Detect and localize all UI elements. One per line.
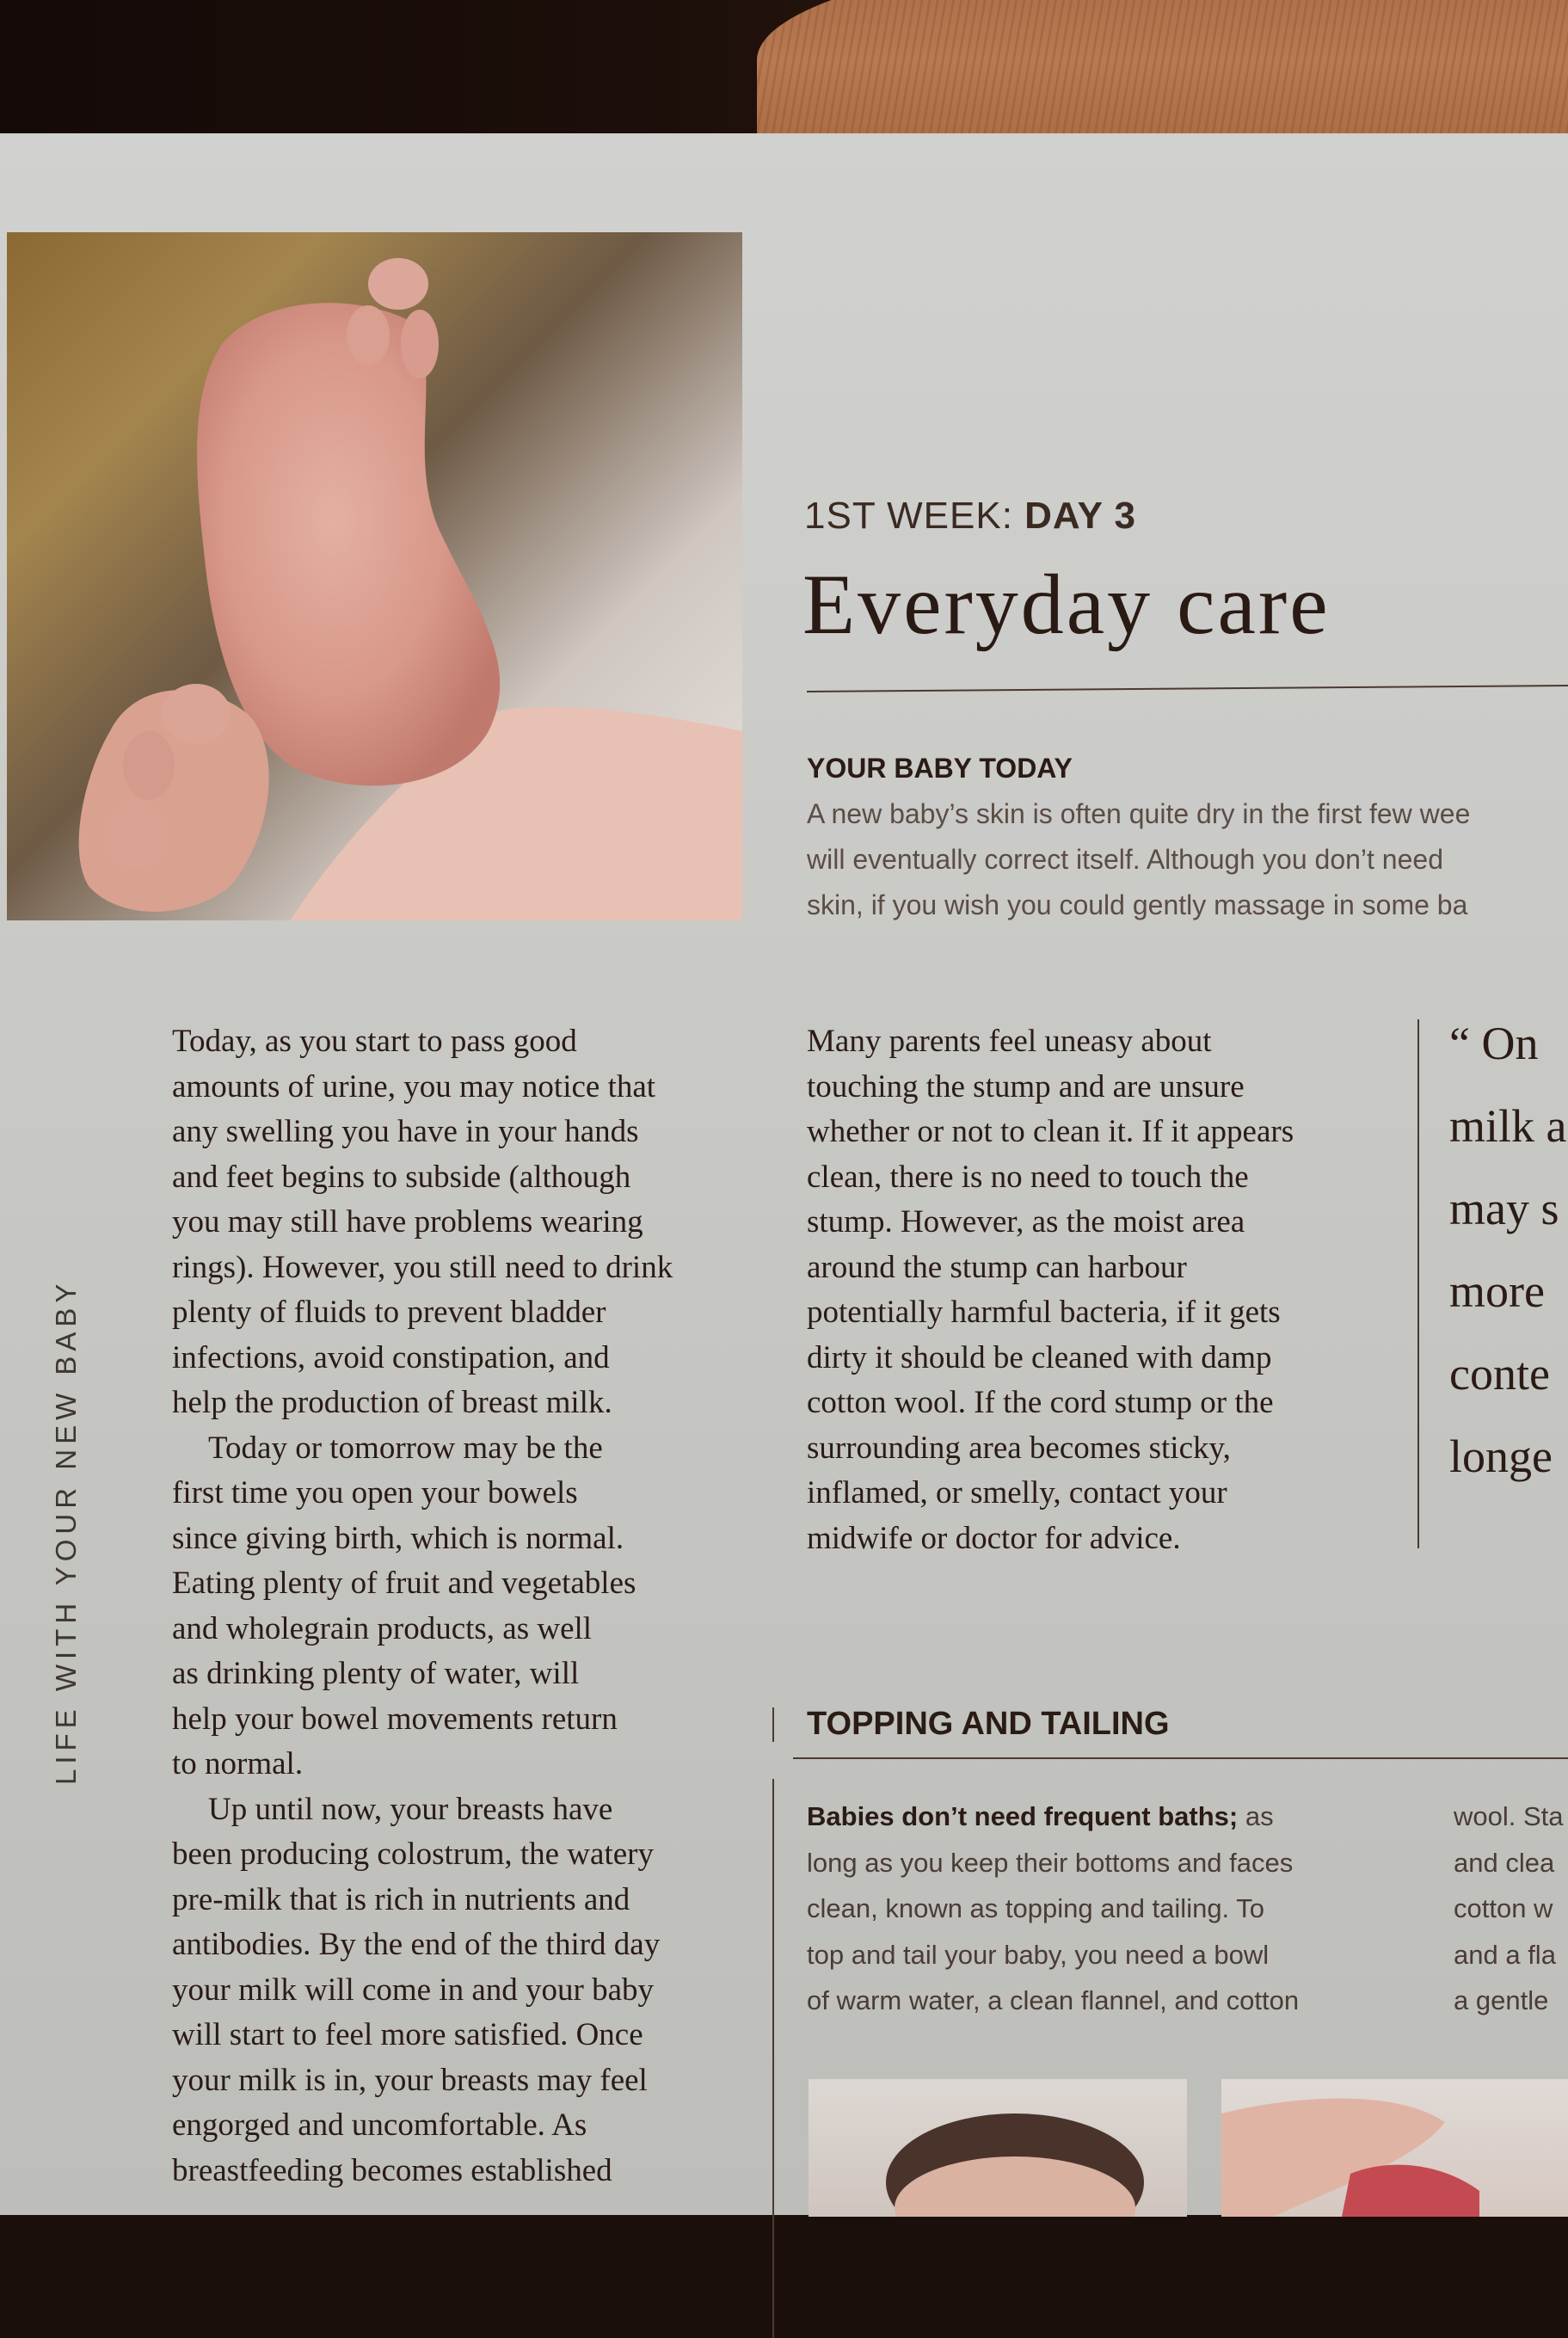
text-line: Today or tomorrow may be the (208, 1430, 603, 1466)
text-line: and a fla (1454, 1939, 1556, 1970)
text-line: and wholegrain products, as well (172, 1610, 593, 1646)
quote-line: conte (1449, 1348, 1550, 1400)
text-line: your milk will come in and your baby (172, 1972, 655, 2008)
text-line: since giving birth, which is normal. (172, 1520, 624, 1556)
baby-head-photo (809, 2079, 1187, 2217)
column-divider (772, 1779, 774, 2338)
text-line: pre-milk that is rich in nutrients and (172, 1881, 630, 1917)
pull-quote-rule (1417, 1019, 1419, 1548)
kicker-week: 1ST WEEK: (804, 495, 1013, 537)
text-line: your milk is in, your breasts may feel (172, 2062, 648, 2098)
text-line (807, 1793, 1299, 1840)
text-line: been producing colostrum, the watery (172, 1837, 654, 1872)
text-line: antibodies. By the end of the third day (172, 1927, 661, 1962)
topping-tailing-column-1 (807, 1793, 1299, 2024)
text-line: you may still have problems wearing (172, 1204, 643, 1240)
text-line: help your bowel movements return (172, 1701, 618, 1737)
text-line: surrounding area becomes sticky, (807, 1430, 1231, 1466)
text-line: breastfeeding becomes established (172, 2152, 612, 2188)
text-line: as drinking plenty of water, will (172, 1656, 580, 1691)
kicker-day: DAY 3 (1024, 495, 1136, 537)
topping-tailing-column-2 (1454, 1793, 1568, 2024)
text-line: of warm water, a clean flannel, and cotton (807, 1985, 1300, 2015)
text-line: A new baby’s skin is often quite dry in the first few wee (807, 798, 1471, 829)
article-title: Everyday care (802, 557, 1331, 652)
text-line: cotton w (1454, 1893, 1553, 1923)
text-line: potentially harmful bacteria, if it gets (807, 1295, 1281, 1330)
quote-line: may s (1449, 1183, 1559, 1234)
text-line: Up until now, your breasts have (208, 1791, 613, 1827)
your-baby-today-heading: YOUR BABY TODAY (807, 753, 1073, 784)
section-rule (793, 1757, 1568, 1759)
text-line: midwife or doctor for advice. (807, 1520, 1181, 1556)
section-marker (772, 1707, 774, 1742)
body-column-1 (172, 1019, 673, 2193)
hand-photo (1221, 2079, 1568, 2217)
text-line: dirty it should be cleaned with damp (807, 1339, 1272, 1375)
text-line: top and tail your baby, you need a bowl (807, 1939, 1270, 1970)
magazine-page (0, 133, 1568, 2215)
text-line: Today, as you start to pass good (172, 1024, 577, 1059)
quote-line: “ On (1449, 1018, 1539, 1069)
text-line: Eating plenty of fruit and vegetables (172, 1566, 636, 1601)
text-line: whether or not to clean it. If it appears (807, 1114, 1294, 1149)
text-line: to normal. (172, 1746, 304, 1781)
text-line: clean, there is no need to touch the (807, 1159, 1249, 1195)
quote-line: more (1449, 1265, 1545, 1317)
text-line: inflamed, or smelly, contact your (807, 1475, 1227, 1510)
text-line: any swelling you have in your hands (172, 1114, 639, 1149)
text-line: will eventually correct itself. Although you don’t need (807, 844, 1443, 875)
text-line: wool. Sta (1454, 1801, 1564, 1831)
text-line: cotton wool. If the cord stump or the (807, 1385, 1274, 1420)
topping-tailing-heading: TOPPING AND TAILING (807, 1706, 1170, 1742)
text-line: long as you keep their bottoms and faces (807, 1847, 1294, 1878)
pull-quote (1449, 1002, 1566, 1498)
text-line: plenty of fluids to prevent bladder (172, 1295, 606, 1330)
lead-bold: Babies don’t need frequent baths; (807, 1801, 1239, 1831)
body-column-2 (807, 1019, 1294, 1561)
text-line: clean, known as topping and tailing. To (807, 1893, 1264, 1923)
your-baby-today-body (807, 791, 1568, 929)
week-day-kicker (804, 495, 1136, 538)
text-line: engorged and uncomfortable. As (172, 2107, 587, 2143)
title-rule (807, 685, 1568, 692)
lead-rest: as (1238, 1801, 1274, 1831)
text-line: a gentle (1454, 1985, 1549, 2015)
text-line: infections, avoid constipation, and (172, 1339, 610, 1375)
quote-line: milk a (1449, 1100, 1567, 1152)
text-line: first time you open your bowels (172, 1475, 578, 1510)
quote-line: longe (1449, 1430, 1553, 1482)
text-line: amounts of urine, you may notice that (172, 1068, 656, 1104)
text-line: will start to feel more satisfied. Once (172, 2017, 643, 2052)
text-line: around the stump can harbour (807, 1249, 1187, 1285)
text-line: touching the stump and are unsure (807, 1068, 1245, 1104)
text-line: rings). However, you still need to drink (172, 1249, 673, 1285)
text-line: Many parents feel uneasy about (807, 1024, 1212, 1059)
text-line: help the production of breast milk. (172, 1385, 612, 1420)
section-side-label: LIFE WITH YOUR NEW BABY (50, 1278, 82, 1785)
text-line: stump. However, as the moist area (807, 1204, 1245, 1240)
baby-feet-photo (7, 232, 742, 920)
text-line: and feet begins to subside (although (172, 1159, 631, 1195)
text-line: skin, if you wish you could gently massage in some ba (807, 889, 1468, 920)
text-line: and clea (1454, 1847, 1555, 1878)
